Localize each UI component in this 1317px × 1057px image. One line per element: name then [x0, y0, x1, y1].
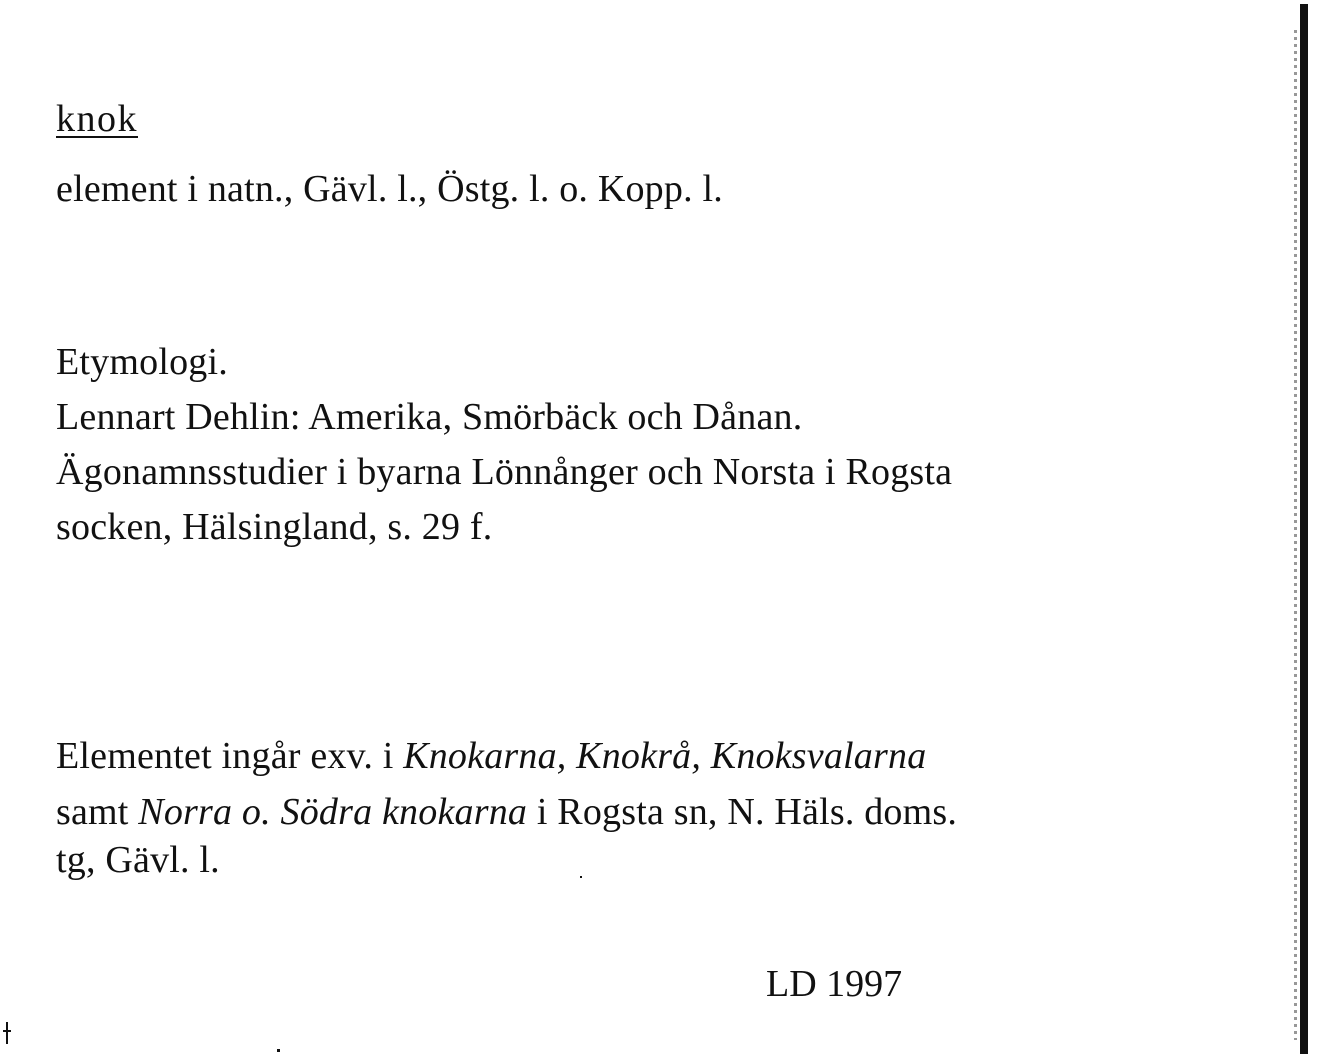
examples-text: samt	[56, 791, 139, 833]
examples-line	[56, 729, 926, 783]
scan-edge-shadow	[1294, 30, 1297, 1040]
scan-speck	[3, 1030, 11, 1032]
scan-speck	[277, 1049, 280, 1052]
scan-speck	[6, 1022, 8, 1044]
place-names: Knokarna, Knokrå, Knoksvalarna	[403, 735, 927, 777]
etymology-heading: Etymologi.	[56, 341, 228, 383]
examples-line: tg, Gävl. l.	[56, 839, 220, 881]
definition-text: element i natn., Gävl. l., Östg. l. o. Kopp. l.	[56, 168, 723, 210]
headword: knok	[56, 98, 138, 140]
place-names: Norra o. Södra knokarna	[138, 791, 528, 833]
examples-text: i Rogsta sn, N. Häls. doms.	[527, 791, 958, 833]
scan-edge-bar	[1300, 4, 1308, 1054]
signature: LD 1997	[766, 963, 903, 1005]
etymology-line: socken, Hälsingland, s. 29 f.	[56, 506, 493, 548]
scan-speck	[580, 876, 582, 878]
etymology-line: Ägonamnsstudier i byarna Lönnånger och Norsta i Rogsta	[56, 451, 953, 493]
etymology-line: Lennart Dehlin: Amerika, Smörbäck och Dånan.	[56, 396, 803, 438]
examples-text: Elementet ingår exv. i	[56, 735, 404, 777]
examples-line	[56, 785, 957, 839]
